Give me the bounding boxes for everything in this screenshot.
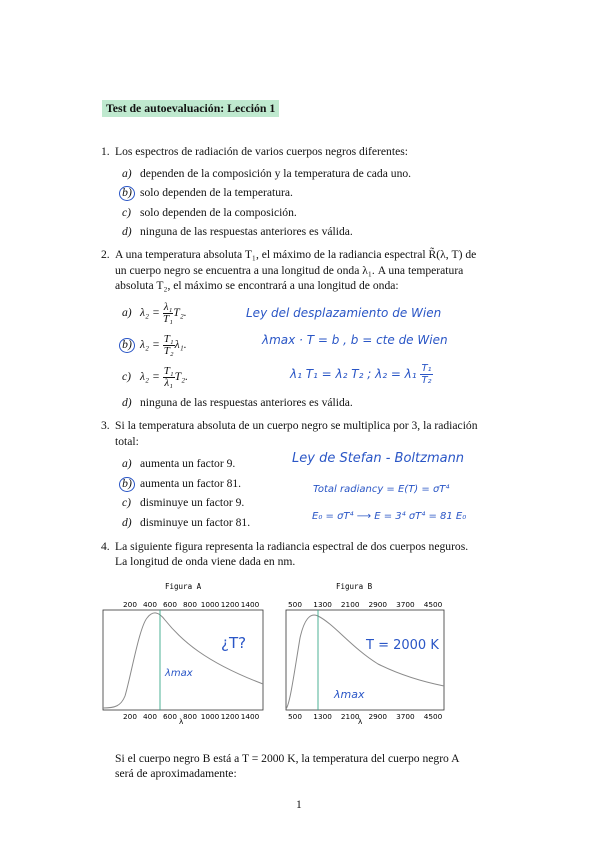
- q2-line2: un cuerpo negro se encuentra a una longitud de onda λ₁. A una temperatura: [115, 264, 464, 277]
- tick-label: 800: [183, 600, 197, 609]
- tick-label: 200: [123, 712, 137, 721]
- q1-option-d: d) ninguna de las respuestas anteriores es válida.: [122, 225, 353, 238]
- hw-wien-result: λ₁ T₁ = λ₂ T₂ ; λ₂ = λ₁ $\frac{\text{T₁}}{\text{T₂}}$: [290, 363, 432, 386]
- tick-label: 1200: [220, 600, 240, 609]
- figure-a-bottom-ticks: [123, 712, 260, 721]
- q2-number: 2.: [101, 248, 110, 261]
- figure-a-top-ticks: [123, 600, 260, 609]
- tick-label: 1300: [313, 600, 332, 609]
- answer-circle: b): [119, 338, 135, 353]
- hw-stefan-result: E₀ = σT⁴ ⟶ E = 3⁴ σT⁴ = 81 E₀: [312, 511, 467, 522]
- q1-text: Los espectros de radiación de varios cuerpos negros diferentes:: [115, 145, 408, 158]
- tick-label: 2100: [340, 712, 360, 721]
- figure-a-annotation-t: ¿T?: [221, 634, 247, 652]
- tick-label: 4500: [423, 600, 443, 609]
- q3-option-a: a) aumenta un factor 9.: [122, 457, 236, 470]
- q2-line1: A una temperatura absoluta T₁, el máximo de la radiancia espectral R̃(λ, T) de: [115, 248, 477, 261]
- tick-label: 2100: [340, 600, 360, 609]
- q1-option-b: b) solo dependen de la temperatura.: [122, 186, 293, 201]
- q2-option-d: d) ninguna de las respuestas anteriores es válida.: [122, 396, 353, 409]
- q4-line2: La longitud de onda viene dada en nm.: [115, 555, 296, 568]
- tick-label: 500: [288, 600, 302, 609]
- tick-label: 600: [163, 712, 177, 721]
- figure-a-curve: [103, 613, 263, 708]
- q1-option-c: c) solo dependen de la composición.: [122, 206, 297, 219]
- tick-label: 1300: [313, 712, 332, 721]
- figure-b-bottom-ticks: [288, 712, 443, 721]
- figure-b-annotation-lmax: λmax: [334, 688, 365, 701]
- tick-label: 1200: [220, 712, 240, 721]
- hw-stefan-title: Ley de Stefan - Boltzmann: [292, 451, 465, 466]
- tick-label: 2900: [368, 712, 388, 721]
- figure-a-xlabel: λ: [179, 717, 184, 726]
- tick-label: 3700: [396, 712, 415, 721]
- tick-label: 2900: [368, 600, 388, 609]
- q3-option-b: b) aumenta un factor 81.: [122, 477, 241, 492]
- figure-b-xlabel: λ: [358, 717, 363, 726]
- tick-label: 1000: [200, 712, 220, 721]
- section-title: Test de autoevaluación: Lección 1: [102, 100, 279, 117]
- q3-number: 3.: [101, 419, 110, 432]
- figure-b-title: Figura B: [336, 582, 373, 591]
- tick-label: 4500: [423, 712, 443, 721]
- q4-line1: La siguiente figura representa la radiancia espectral de dos cuerpos neguros.: [115, 540, 469, 553]
- hw-stefan-law: Total radiancy = E(T) = σT⁴: [313, 484, 450, 495]
- figure-b-top-ticks: [288, 600, 443, 609]
- q1-number: 1.: [101, 145, 110, 158]
- tick-label: 1400: [240, 712, 260, 721]
- q3-option-c: c) disminuye un factor 9.: [122, 496, 245, 509]
- tick-label: 1000: [200, 600, 220, 609]
- q3-line1: Si la temperatura absoluta de un cuerpo negro se multiplica por 3, la radiación: [115, 419, 478, 432]
- hw-wien-title: Ley del desplazamiento de Wien: [246, 306, 442, 320]
- q4-after-line1: Si el cuerpo negro B está a T = 2000 K, la temperatura del cuerpo negro A: [115, 752, 460, 765]
- tick-label: 600: [163, 600, 177, 609]
- hw-wien-law: λmax · T = b , b = cte de Wien: [262, 333, 448, 347]
- q3-line2: total:: [115, 435, 139, 448]
- q2-option-c: c) λ₂ = $\frac{\text{T₁}}{\text{λ₁}}$ T₂.: [122, 365, 189, 389]
- q4-after-line2: será de aproximadamente:: [115, 767, 237, 780]
- figure-a: [95, 578, 270, 728]
- page-number: 1: [296, 798, 302, 811]
- q4-number: 4.: [101, 540, 110, 553]
- figure-a-title: Figura A: [165, 582, 202, 591]
- q2-option-a: a) λ₂ = $\frac{\text{λ₁}}{\text{T₁}}$ T₂.: [122, 301, 187, 325]
- q3-option-d: d) disminuye un factor 81.: [122, 516, 251, 529]
- figure-b-annotation-t: T = 2000 K: [366, 638, 439, 653]
- tick-label: 200: [123, 600, 137, 609]
- figure-a-annotation-lmax: λmax: [165, 668, 193, 679]
- figure-b: [278, 578, 453, 728]
- tick-label: 3700: [396, 600, 415, 609]
- q2-option-b: b) λ₂ = $\frac{\text{T₁}}{\text{T₂}}$ λ₁.: [122, 334, 187, 357]
- tick-label: 800: [183, 712, 197, 721]
- tick-label: 500: [288, 712, 302, 721]
- q2-line3: absoluta T₂, el máximo se encontrará a una longitud de onda:: [115, 279, 399, 292]
- figure-b-curve: [286, 615, 444, 709]
- tick-label: 1400: [240, 600, 260, 609]
- tick-label: 400: [143, 712, 157, 721]
- answer-circle: b): [119, 186, 135, 201]
- answer-circle: b): [119, 477, 135, 492]
- tick-label: 400: [143, 600, 157, 609]
- q1-option-a: a) dependen de la composición y la temperatura de cada uno.: [122, 167, 412, 180]
